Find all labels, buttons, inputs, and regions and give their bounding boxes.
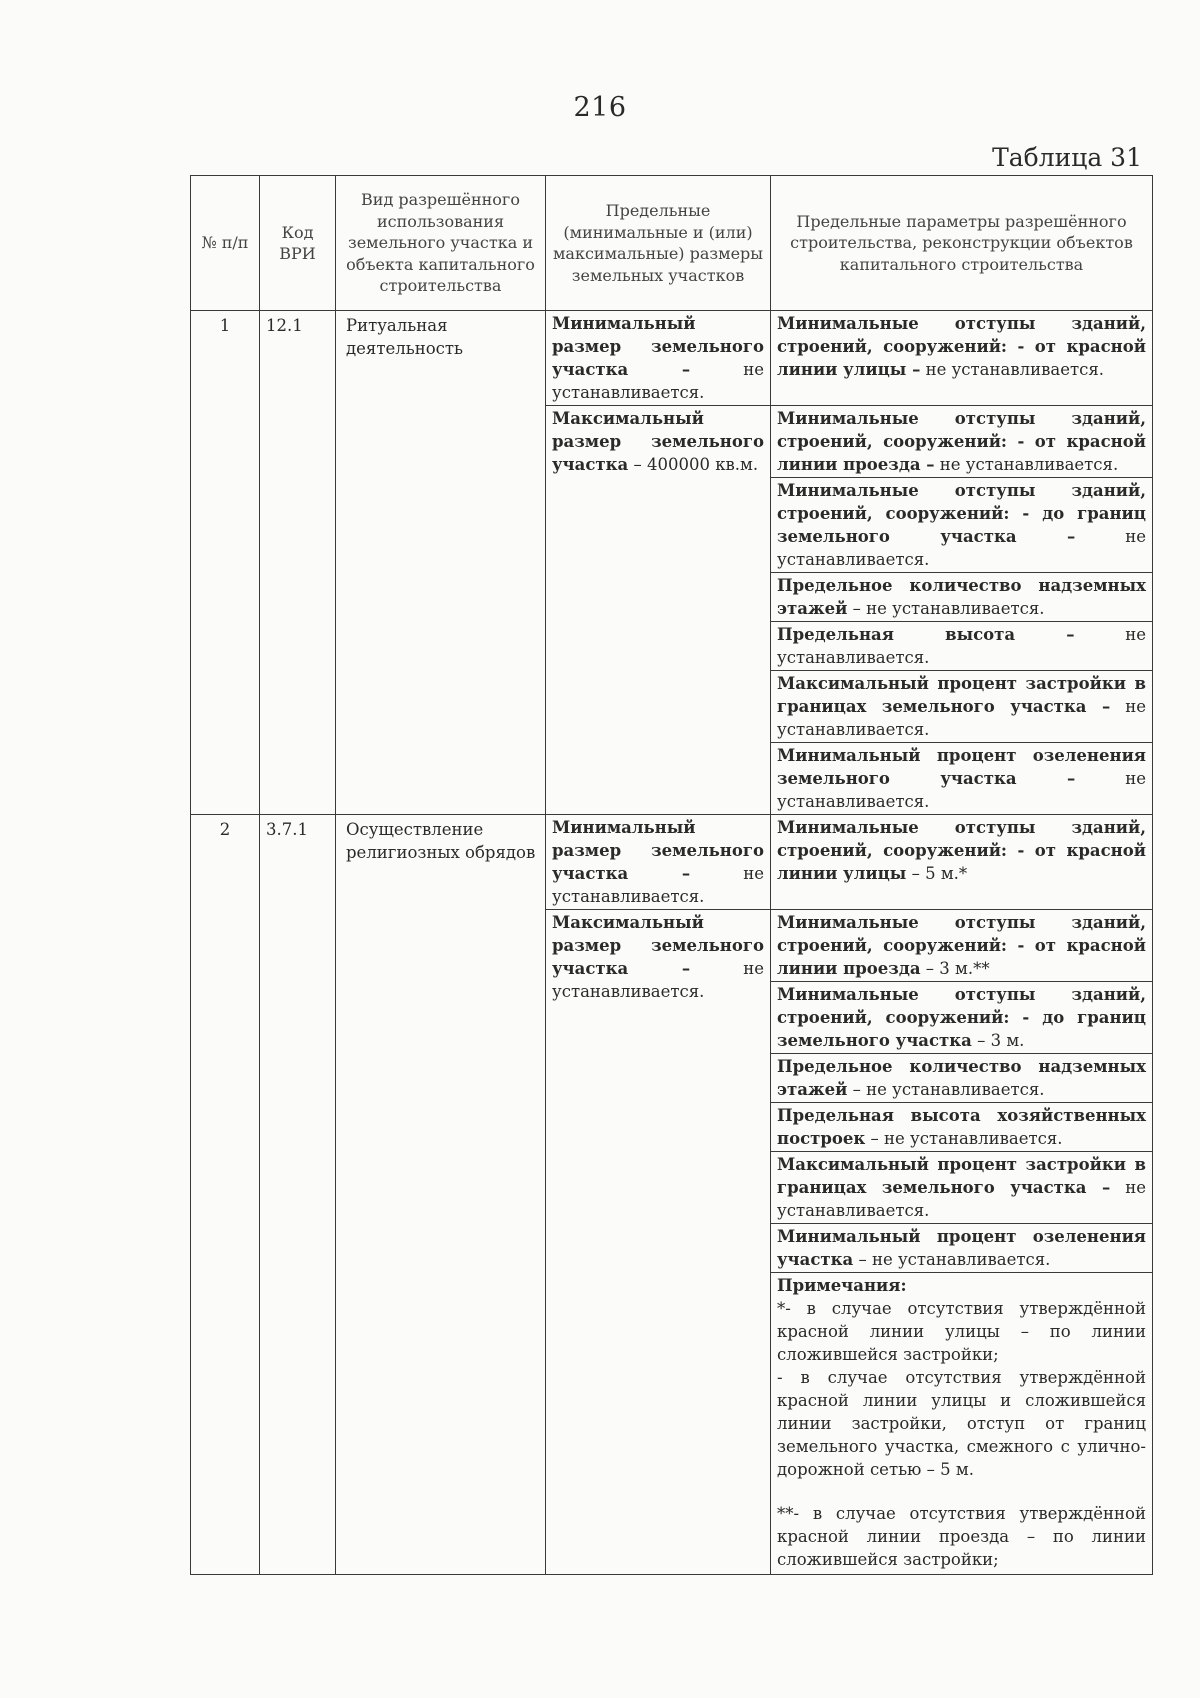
row2-param-1 [771,815,1153,910]
row1-size-min-rest: не устанавливается. [552,360,764,402]
row2-size-max-rest: не устанавливается. [552,959,764,1001]
row1-param-7 [771,743,1153,815]
row2-code: 3.7.1 [260,815,336,1575]
param-bold: Минимальные отступы зданий, строений, сооружений: - до границ земельного участка – [777,481,1146,546]
param-bold: Минимальные отступы зданий, строений, сооружений: - от красной линии проезда – [777,409,1146,474]
param-bold: Минимальный процент озеленения участка [777,1227,1146,1269]
param-rest: – не устанавливается. [865,1129,1063,1148]
table-caption: Таблица 31 [992,143,1142,172]
row1-size-min-bold: Минимальный размер земельного участка – [552,314,764,379]
note-3: **- в случае отсутствия утверждённой красной линии проезда – по линии сложившейся застройки; [777,1504,1146,1569]
row1-size-max [546,406,771,815]
param-bold: Минимальный процент озеленения земельного участка – [777,746,1146,788]
header-sizes: Предельные (минимальные и (или) максимальные) размеры земельных участков [546,176,771,311]
param-rest: – 5 м.* [906,864,968,883]
table-header-row [191,176,1153,311]
row2-param-2 [771,910,1153,982]
table-row [191,311,1153,406]
param-bold: Минимальные отступы зданий, строений, сооружений: - от красной линии проезда [777,913,1146,978]
param-bold: Минимальные отступы зданий, строений, сооружений: - от красной линии улицы – [777,314,1146,379]
row1-kind: Ритуальная деятельность [336,311,546,815]
row1-param-2 [771,406,1153,478]
note-1: *- в случае отсутствия утверждённой красной линии улицы – по линии сложившейся застройки; [777,1299,1146,1364]
param-rest: – не устанавливается. [847,1080,1045,1099]
header-kind: Вид разрешённого использования земельного участка и объекта капитального строительства [336,176,546,311]
param-rest: не устанавливается. [777,1178,1147,1220]
row1-param-1 [771,311,1153,406]
param-rest: не устанавливается. [777,769,1146,811]
row2-param-6 [771,1152,1153,1224]
param-rest: не устанавливается. [777,527,1146,569]
param-rest: не устанавливается. [925,360,1105,379]
param-rest: не устанавливается. [777,697,1147,739]
row1-param-3 [771,478,1153,573]
param-rest: не устанавливается. [777,625,1146,667]
param-bold: Максимальный процент застройки в границах земельного участка – [777,1155,1146,1197]
row1-num: 1 [191,311,260,815]
param-bold: Минимальные отступы зданий, строений, сооружений: - до границ земельного участка [777,985,1146,1050]
row1-size-min [546,311,771,406]
param-bold: Предельное количество надземных этажей [777,1057,1146,1099]
param-bold: Максимальный процент застройки в границах земельного участка – [777,674,1146,716]
param-bold: Предельная высота – [777,625,1075,644]
header-num: № п/п [191,176,260,311]
row2-param-3 [771,982,1153,1054]
row1-code: 12.1 [260,311,336,815]
row2-param-5 [771,1103,1153,1152]
note-2: - в случае отсутствия утверждённой красной линии улицы и сложившейся линии застройки, отступ от границ земельного участка, смежного с улично-дорожной сетью – 5 м. [777,1368,1146,1479]
row2-size-max-bold: Максимальный размер земельного участка – [552,913,764,978]
param-rest: – 3 м. [971,1031,1025,1050]
param-rest: – 3 м.** [920,959,990,978]
row1-param-5 [771,622,1153,671]
row2-param-4 [771,1054,1153,1103]
note-spacer [777,1481,1146,1502]
row2-size-min [546,815,771,910]
param-bold: Предельное количество надземных этажей [777,576,1146,618]
row1-size-max-rest: – 400000 кв.м. [628,455,759,474]
row2-size-min-bold: Минимальный размер земельного участка – [552,818,764,883]
param-bold: Предельная высота хозяйственных построек [777,1106,1146,1148]
param-bold: Минимальные отступы зданий, строений, сооружений: - от красной линии улицы [777,818,1146,883]
zoning-parameters-table [190,175,1153,1575]
param-rest: не устанавливается. [939,455,1119,474]
param-rest: – не устанавливается. [847,599,1045,618]
row1-size-max-bold: Максимальный размер земельного участка [552,409,764,474]
row2-size-max [546,910,771,1575]
row2-kind: Осуществление религиозных обрядов [336,815,546,1575]
row2-notes [771,1273,1153,1575]
header-code: Код ВРИ [260,176,336,311]
row1-param-4 [771,573,1153,622]
notes-title: Примечания: [777,1276,907,1295]
row2-num: 2 [191,815,260,1575]
row2-size-min-rest: не устанавливается. [552,864,764,906]
page-number: 216 [573,92,627,123]
row2-param-7 [771,1224,1153,1273]
header-params: Предельные параметры разрешённого строительства, реконструкции объектов капитального строительства [771,176,1153,311]
row1-param-6 [771,671,1153,743]
table-row [191,815,1153,910]
param-rest: – не устанавливается. [853,1250,1051,1269]
